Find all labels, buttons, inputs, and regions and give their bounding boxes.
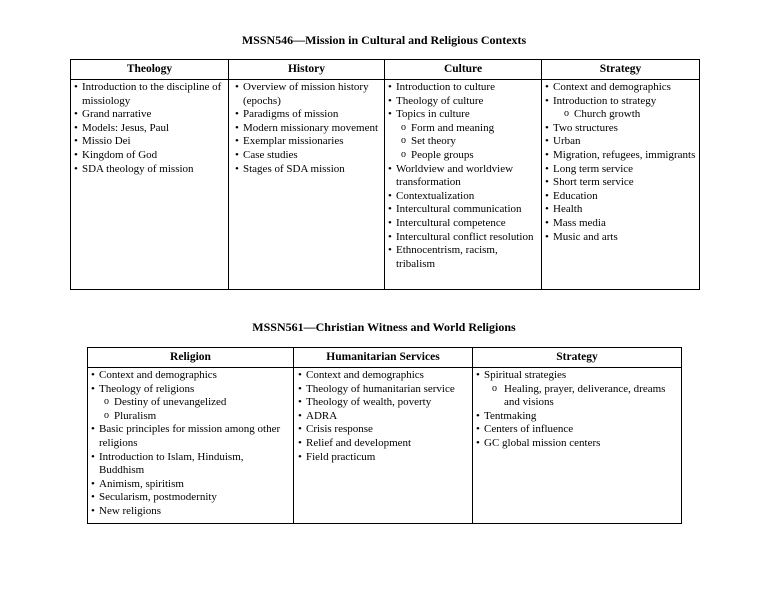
list-item: • Paradigms of mission <box>234 108 382 122</box>
list-item: • Exemplar missionaries <box>234 135 382 149</box>
course1-header-row <box>71 60 700 80</box>
list-item: • Case studies <box>234 149 382 163</box>
course1-history-list <box>229 80 384 177</box>
course2-table <box>87 347 682 524</box>
list-item: • Models: Jesus, Paul <box>73 122 226 136</box>
list-item: • Worldview and worldview transformation <box>387 163 539 190</box>
list-item: • Long term service <box>544 163 697 177</box>
course2-religion-list <box>88 368 293 520</box>
course2-body-row <box>88 368 682 524</box>
list-item: • Music and arts <box>544 231 697 245</box>
course1-strategy-cell <box>542 80 700 290</box>
list-item: • Context and demographics <box>544 81 697 95</box>
list-item: • Intercultural competence <box>387 217 539 231</box>
sub-list-item: o Form and meaning <box>387 122 539 136</box>
course2-header-humanitarian: Humanitarian Services <box>294 348 473 368</box>
list-item: • Animism, spiritism <box>90 478 291 492</box>
course2-religion-cell <box>88 368 294 524</box>
list-item: • Grand narrative <box>73 108 226 122</box>
list-item: • Field practicum <box>297 451 470 465</box>
list-item: • Theology of culture <box>387 95 539 109</box>
sub-list-item: o People groups <box>387 149 539 163</box>
list-item: • GC global mission centers <box>475 437 679 451</box>
list-item: • Centers of influence <box>475 423 679 437</box>
sub-list-item: o Set theory <box>387 135 539 149</box>
list-item: • Overview of mission history (epochs) <box>234 81 382 108</box>
list-item: • New religions <box>90 505 291 519</box>
course1-header-theology: Theology <box>71 60 229 80</box>
course1-culture-cell <box>385 80 542 290</box>
list-item: • Secularism, postmodernity <box>90 491 291 505</box>
list-item: • Theology of wealth, poverty <box>297 396 470 410</box>
list-item: • Ethnocentrism, racism, tribalism <box>387 244 539 271</box>
list-item: • Urban <box>544 135 697 149</box>
sub-list-item: o Pluralism <box>90 410 291 424</box>
course2-humanitarian-list <box>294 368 472 465</box>
list-item: • Introduction to strategy <box>544 95 697 109</box>
course2-strategy-cell <box>473 368 682 524</box>
list-item: • Health <box>544 203 697 217</box>
list-item: • Intercultural communication <box>387 203 539 217</box>
list-item: • Basic principles for mission among other religions <box>90 423 291 450</box>
list-item: • Missio Dei <box>73 135 226 149</box>
course1-table <box>70 59 700 290</box>
list-item: • Intercultural conflict resolution <box>387 231 539 245</box>
list-item: • Introduction to the discipline of missiology <box>73 81 226 108</box>
list-item: • Education <box>544 190 697 204</box>
course1-title: MSSN546—Mission in Cultural and Religious Contexts <box>241 33 527 47</box>
list-item: • Context and demographics <box>297 369 470 383</box>
course2-header-strategy: Strategy <box>473 348 682 368</box>
list-item: • Introduction to culture <box>387 81 539 95</box>
list-item: • Kingdom of God <box>73 149 226 163</box>
list-item: • Modern missionary movement <box>234 122 382 136</box>
sub-list-item: o Destiny of unevangelized <box>90 396 291 410</box>
list-item: • SDA theology of mission <box>73 163 226 177</box>
list-item: • Context and demographics <box>90 369 291 383</box>
list-item: • Spiritual strategies <box>475 369 679 383</box>
course1-theology-cell <box>71 80 229 290</box>
course1-header-history: History <box>229 60 385 80</box>
list-item: • Relief and development <box>297 437 470 451</box>
list-item: • Crisis response <box>297 423 470 437</box>
course1-body-row <box>71 80 700 290</box>
list-item: • Migration, refugees, immigrants <box>544 149 697 163</box>
list-item: • Introduction to Islam, Hinduism, Buddhism <box>90 451 291 478</box>
course1-history-cell <box>229 80 385 290</box>
course2-title: MSSN561—Christian Witness and World Religions <box>252 320 516 334</box>
list-item: • Two structures <box>544 122 697 136</box>
list-item: • Theology of religions <box>90 383 291 397</box>
list-item: • Mass media <box>544 217 697 231</box>
list-item: • ADRA <box>297 410 470 424</box>
course2-strategy-list <box>473 368 681 452</box>
course1-culture-list <box>385 80 541 272</box>
sub-list-item: o Healing, prayer, deliverance, dreams and visions <box>475 383 679 410</box>
list-item: • Short term service <box>544 176 697 190</box>
course2-header-row <box>88 348 682 368</box>
list-item: • Topics in culture <box>387 108 539 122</box>
course1-theology-list <box>71 80 228 177</box>
course2-humanitarian-cell <box>294 368 473 524</box>
course1-strategy-list <box>542 80 699 245</box>
list-item: • Stages of SDA mission <box>234 163 382 177</box>
course1-header-culture: Culture <box>385 60 542 80</box>
list-item: • Contextualization <box>387 190 539 204</box>
sub-list-item: o Church growth <box>544 108 697 122</box>
course2-header-religion: Religion <box>88 348 294 368</box>
list-item: • Tentmaking <box>475 410 679 424</box>
course1-header-strategy: Strategy <box>542 60 700 80</box>
list-item: • Theology of humanitarian service <box>297 383 470 397</box>
